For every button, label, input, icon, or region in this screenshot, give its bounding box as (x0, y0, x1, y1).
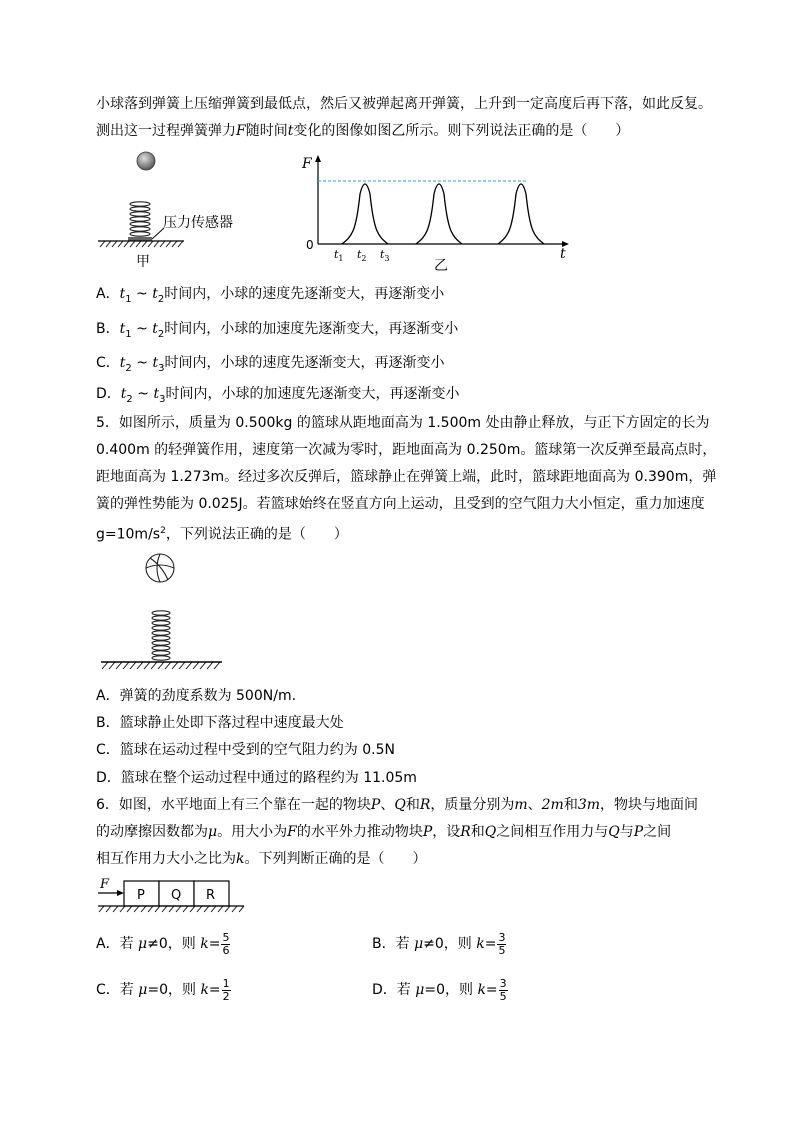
block-symbol: P (370, 797, 381, 813)
fraction (497, 932, 506, 957)
sensor-label: 压力传感器 (163, 215, 233, 231)
k-symbol: k (476, 936, 485, 952)
k-symbol: k (200, 936, 209, 952)
stem-text: 6．如图，水平地面上有三个靠在一起的物块 (96, 797, 371, 813)
stem-text: ，物块与地面间 (600, 797, 699, 813)
option-letter: B． (96, 321, 120, 337)
tick-symbol: t (334, 248, 339, 261)
mu-symbol: μ (414, 936, 424, 952)
block-symbol: P (422, 824, 433, 840)
stem-text: 、 (380, 797, 395, 813)
mu-symbol: μ (208, 824, 218, 840)
mass-symbol: 2m (541, 797, 564, 813)
q5-stem-line-4: 簧的弹性势能为 0.025J。若篮球始终在竖直方向上运动，且受到的空气阻力大小恒定，重力加速度 (96, 496, 705, 512)
q4-option-a: A．$t_1$ ~ $t_2$时间内，小球的速度先逐渐变大，再逐渐变小 (96, 286, 445, 305)
time-symbol: t (152, 355, 159, 371)
block-q-label: Q (171, 888, 182, 903)
time-subscript: 1 (125, 293, 132, 305)
mu-symbol: μ (138, 982, 148, 998)
force-pulse-3 (498, 184, 544, 244)
q6-stem-line-2 (96, 822, 671, 842)
figure-yi-caption: 乙 (434, 258, 448, 274)
q6-stem-line-3 (96, 849, 426, 869)
q6-option-d (372, 976, 508, 1004)
time-symbol: t (152, 286, 158, 302)
sensor-pad (128, 237, 152, 241)
q5-option-c: C．篮球在运动过程中受到的空气阻力约为 0.5N (96, 742, 395, 758)
option-letter: C． (96, 355, 120, 371)
stem-text: 随时间 (245, 123, 288, 139)
denominator: 5 (498, 943, 506, 957)
q6-option-c (96, 976, 231, 1004)
chart-marks (318, 181, 544, 244)
chart-labels (301, 156, 566, 274)
time-symbol: t (287, 123, 294, 139)
time-symbol: t (153, 386, 160, 402)
stem-text: g=10m/s (96, 526, 161, 543)
tick-symbol: t (380, 248, 385, 261)
stem-text: ，下列说法正确的是（ ） (165, 526, 348, 543)
mass-symbol: m (514, 797, 528, 813)
stem-text: 和 (563, 797, 578, 813)
time-subscript: 1 (125, 328, 132, 340)
equals-sign: = (208, 982, 221, 998)
basketball (146, 554, 174, 582)
stem-text: 与 (619, 824, 634, 840)
equals-sign: = (484, 936, 497, 952)
block-symbol: Q (394, 797, 406, 813)
q4-option-c: C．$t_2$ ~ $t_3$时间内，小球的速度先逐渐变大，再逐渐变小 (96, 355, 445, 374)
block-symbol: Q (484, 824, 497, 840)
stem-text: ，设 (432, 824, 461, 840)
numerator: 5 (222, 930, 230, 944)
q4-option-b: B．$t_1$ ~ $t_2$时间内，小球的加速度先逐渐变大，再逐渐变小 (96, 321, 459, 340)
option-text: 时间内，小球的加速度先逐渐变大，再逐渐变小 (165, 386, 460, 402)
stem-text: 变化的图像如图乙所示。则下列说法正确的是（ ） (293, 123, 630, 139)
figure-pqr-blocks (96, 876, 256, 916)
figure-yi-force-time-graph (300, 154, 580, 274)
time-subscript: 2 (126, 393, 133, 405)
mu-symbol: μ (415, 982, 425, 998)
option-text: 若 (119, 982, 139, 998)
numerator: 1 (222, 976, 230, 990)
block-p-label: P (137, 888, 145, 903)
stem-text: 之间相互作用力与 (496, 824, 609, 840)
tick-symbol: t (357, 248, 362, 261)
force-symbol: F (236, 123, 246, 139)
time-subscript: 2 (125, 362, 132, 374)
ground-hatching (99, 906, 244, 912)
tick-subscript: 3 (384, 254, 390, 263)
x-axis-label: t (560, 246, 566, 262)
tick-subscript: 2 (361, 254, 367, 263)
denominator: 2 (222, 989, 230, 1003)
figure-jia-spring-sensor (94, 148, 254, 270)
tick-label-t2 (357, 248, 367, 263)
stem-text: 。下列判断正确的是（ ） (244, 851, 427, 867)
q4-option-d: D．$t_2$ ~ $t_3$时间内，小球的加速度先逐渐变大，再逐渐变小 (96, 386, 460, 405)
option-text: ≠0，则 (147, 936, 201, 952)
figure-jia-caption: 甲 (136, 254, 150, 270)
option-letter: A． (96, 286, 120, 302)
q4-stem-line-1: 小球落到弹簧上压缩弹簧到最低点，然后又被弹起离开弹簧，上升到一定高度后再下落，如此反复。 (96, 96, 712, 112)
stem-text: 测出这一过程弹簧弹力 (96, 123, 236, 139)
time-symbol: t (152, 321, 158, 337)
stem-text: 相互作用力大小之比为 (96, 851, 236, 867)
k-symbol: k (477, 982, 486, 998)
equals-sign: = (208, 936, 221, 952)
k-symbol: k (236, 851, 245, 867)
spring-coils (152, 611, 170, 660)
stem-text: 、 (527, 797, 542, 813)
q5-option-d: D．篮球在整个运动过程中通过的路程约为 11.05m (96, 770, 417, 786)
q6-option-b (372, 930, 506, 958)
chart-axes (315, 155, 569, 247)
stem-text: 和 (470, 824, 485, 840)
force-arrow-head (117, 890, 124, 896)
q5-option-a: A．弹簧的劲度系数为 500N/m. (96, 688, 297, 704)
mass-symbol: 3m (577, 797, 601, 813)
tick-label-t3 (380, 248, 390, 263)
time-symbol: t (120, 386, 127, 402)
tick-subscript: 1 (338, 254, 344, 263)
q6-stem-line-1 (96, 795, 698, 815)
option-text: 时间内，小球的速度先逐渐变大，再逐渐变小 (164, 286, 445, 302)
block-symbol: R (460, 824, 471, 840)
option-text: =0，则 (424, 982, 478, 998)
block-symbol: P (633, 824, 644, 840)
q4-stem-line-2 (96, 121, 629, 141)
option-letter: D． (372, 982, 397, 998)
mu-symbol: μ (138, 936, 148, 952)
q5-stem-line-1: 5．如图所示，质量为 0.500kg 的篮球从距地面高为 1.500m 处由静止释放，与正下方固定的长为 (96, 415, 710, 431)
numerator: 3 (499, 976, 507, 990)
option-letter: B． (372, 936, 396, 952)
option-text: 时间内，小球的加速度先逐渐变大，再逐渐变小 (164, 321, 459, 337)
tick-label-t1 (334, 248, 344, 263)
numerator: 3 (498, 930, 506, 944)
time-symbol: t (119, 321, 126, 337)
q5-stem-line-2: 0.400m 的轻弹簧作用，速度第一次减为零时，距地面高为 0.250m。篮球第一次反弹至最高点时， (96, 442, 717, 458)
y-axis-label: F (302, 156, 312, 172)
ground-hatching (100, 241, 183, 247)
block-symbol: R (419, 797, 431, 813)
option-text: =0，则 (147, 982, 201, 998)
force-label: F (100, 877, 110, 892)
origin-label: 0 (306, 238, 314, 252)
q5-stem-line-5 (96, 521, 348, 545)
exponent: 2 (160, 526, 166, 536)
time-subscript: 2 (157, 293, 165, 305)
equals-sign: = (485, 982, 498, 998)
option-letter: C． (96, 982, 120, 998)
stem-text: 之间 (643, 824, 672, 840)
option-letter: A． (96, 936, 120, 952)
option-letter: D． (96, 386, 121, 402)
force-symbol: F (287, 824, 297, 840)
option-text: 若 (395, 936, 415, 952)
time-subscript: 3 (159, 393, 166, 405)
option-text: ≠0，则 (423, 936, 477, 952)
time-subscript: 3 (158, 362, 165, 374)
q6-option-a (96, 930, 230, 958)
fraction (221, 932, 230, 957)
fraction (499, 978, 508, 1003)
block-symbol: Q (608, 824, 620, 840)
stem-text: 和 (405, 797, 420, 813)
spring-coils (130, 202, 150, 236)
time-subscript: 2 (157, 328, 165, 340)
ball (137, 152, 155, 170)
stem-text: 。用大小为 (217, 824, 288, 840)
force-pulse-2 (416, 184, 462, 244)
y-axis-arrow (315, 155, 321, 162)
q5-stem-line-3: 距地面高为 1.273m。经过多次反弹后，篮球静止在弹簧上端，此时，篮球距地面高为 0.390m，弹 (96, 469, 717, 485)
stem-text: ，质量分别为 (430, 797, 515, 813)
denominator: 6 (222, 943, 230, 957)
option-text: 若 (119, 936, 139, 952)
time-symbol: t (119, 286, 126, 302)
q5-option-b: B．篮球静止处即下落过程中速度最大处 (96, 715, 344, 731)
option-text: 若 (396, 982, 416, 998)
ground-hatching (102, 662, 220, 669)
option-text: 时间内，小球的速度先逐渐变大，再逐渐变小 (164, 355, 445, 371)
force-pulse-1 (342, 184, 388, 244)
k-symbol: k (200, 982, 209, 998)
block-r-label: R (206, 888, 216, 903)
stem-text: 的水平外力推动物块 (296, 824, 423, 840)
stem-text: 的动摩擦因数都为 (96, 824, 208, 840)
denominator: 5 (499, 989, 507, 1003)
fraction (222, 978, 231, 1003)
figure-basketball-spring (98, 548, 248, 678)
time-symbol: t (119, 355, 126, 371)
